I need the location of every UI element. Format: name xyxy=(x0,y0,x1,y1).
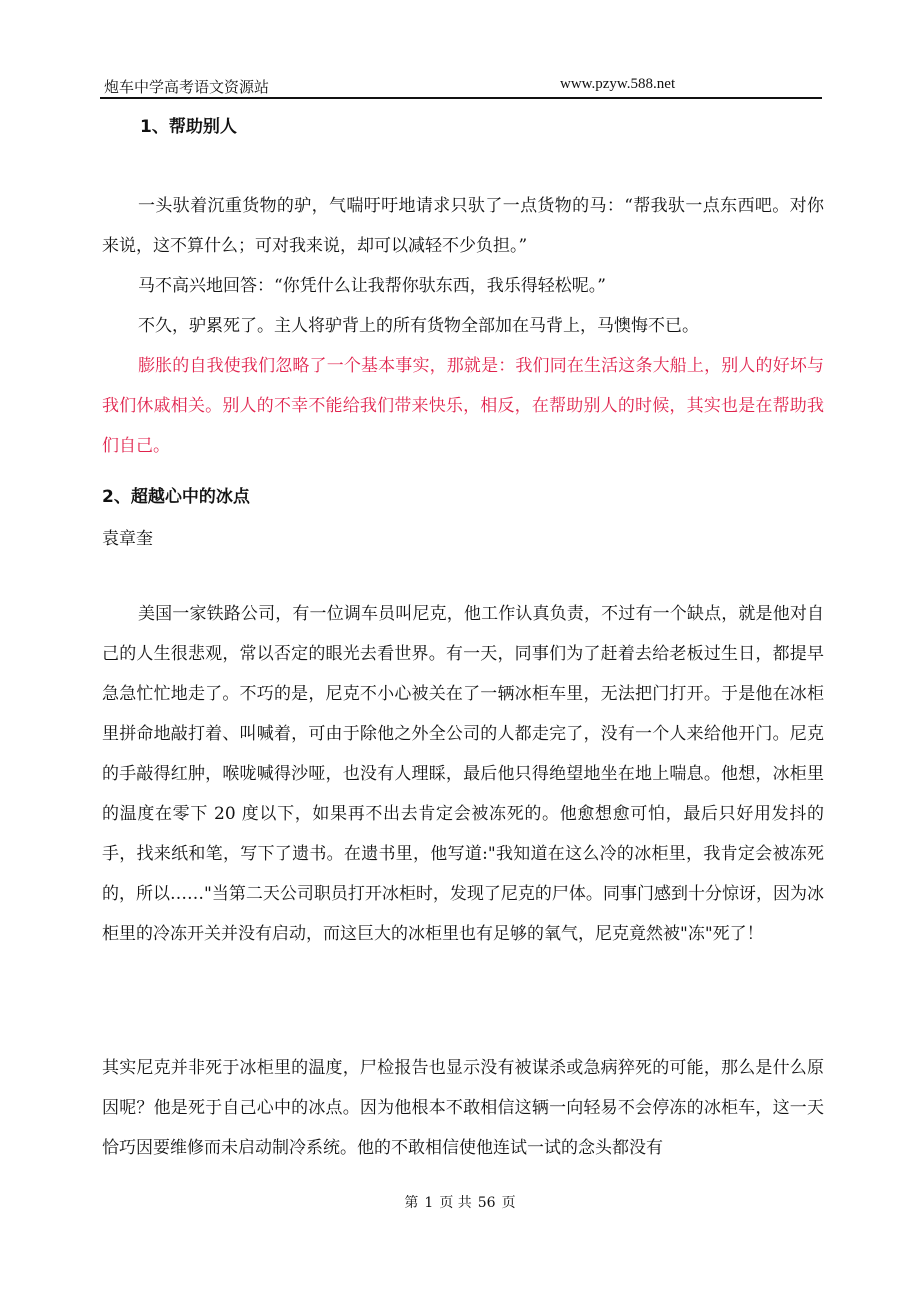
footer-mid: 页 共 xyxy=(439,1195,472,1211)
section1-paragraph-2: 马不高兴地回答：“你凭什么让我帮你驮东西，我乐得轻松呢。” xyxy=(138,276,606,296)
section1-moral: 膨胀的自我使我们忽略了一个基本事实，那就是：我们同在生活这条大船上，别人的好坏与我们休戚相关。别人的不幸不能给我们带来快乐，相反，在帮助别人的时候，其实也是在帮助我们自己。 xyxy=(102,356,824,456)
section2-paragraph-1: 美国一家铁路公司，有一位调车员叫尼克，他工作认真负责，不过有一个缺点，就是他对自己的人生很悲观，常以否定的眼光去看世界。有一天，同事们为了赶着去给老板过生日，都提早急急忙忙地走了。不巧的是，尼克不小心被关在了一辆冰柜车里，无法把门打开。于是他在冰柜里拼命地敲打着、叫喊着，可由于除他之外全公司的人都走完了，没有一个人来给他开门。尼克的手敲得红肿，喉咙喊得沙哑，也没有人理睬，最后他只得绝望地坐在地上喘息。他想，冰柜里的温度在零下 20 度以下，如果再不出去肯定会被冻死的。他愈想愈可怕，最后只好用发抖的手，找来纸和笔，写下了遗书。在遗书里，他写道:"我知道在这么冷的冰柜里，我肯定会被冻死的，所以……"当第二天公司职员打开冰柜时，发现了尼克的尸体。同事门感到十分惊讶，因为冰柜里的冷冻开关并没有启动，而这巨大的冰柜里也有足够的氧气，尼克竟然被"冻"死了！ xyxy=(102,604,824,944)
footer-suffix: 页 xyxy=(501,1195,516,1211)
footer-total-pages: 56 xyxy=(477,1195,496,1211)
footer-prefix: 第 xyxy=(404,1195,419,1211)
header-url[interactable]: www.pzyw.588.net xyxy=(560,76,676,92)
page-footer xyxy=(0,1192,920,1212)
section2-title: 2、超越心中的冰点 xyxy=(102,487,250,507)
header-divider xyxy=(100,97,822,99)
section2-paragraph-2: 其实尼克并非死于冰柜里的温度，尸检报告也显示没有被谋杀或急病猝死的可能，那么是什么原因呢？他是死于自己心中的冰点。因为他根本不敢相信这辆一向轻易不会停冻的冰柜车，这一天恰巧因要维修而未启动制冷系统。他的不敢相信使他连试一试的念头都没有 xyxy=(102,1058,824,1158)
footer-current-page: 1 xyxy=(424,1195,434,1211)
section2-author: 袁章奎 xyxy=(102,529,153,549)
section1-paragraph-1: 一头驮着沉重货物的驴，气喘吁吁地请求只驮了一点货物的马：“帮我驮一点东西吧。对你来说，这不算什么；可对我来说，却可以减轻不少负担。” xyxy=(102,196,824,256)
header-site-name: 炮车中学高考语文资源站 xyxy=(104,78,270,96)
section1-paragraph-3: 不久，驴累死了。主人将驴背上的所有货物全部加在马背上，马懊悔不已。 xyxy=(138,316,699,336)
section1-title: 1、帮助别人 xyxy=(140,117,237,137)
